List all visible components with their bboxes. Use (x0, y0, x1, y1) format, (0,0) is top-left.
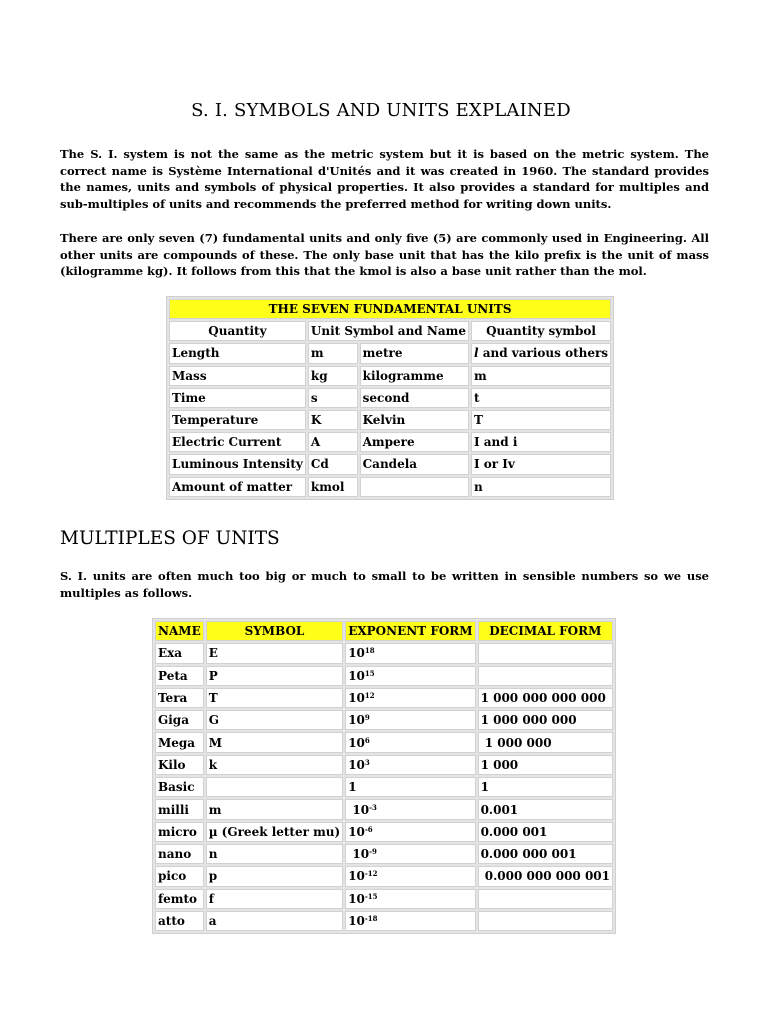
exponent-cell (345, 777, 475, 797)
column-header-name: NAME (155, 621, 204, 641)
prefix-symbol-cell: m (206, 799, 343, 819)
quantity-symbol-text: n (473, 479, 483, 494)
column-header-quantity: Quantity (169, 321, 306, 341)
exponent-cell (345, 643, 475, 663)
exponent-power: 6 (364, 735, 370, 745)
fundamental-units-table (166, 296, 614, 500)
quantity-symbol-cell (471, 343, 611, 363)
exponent-cell (345, 866, 475, 886)
unit-symbol-cell: s (308, 388, 358, 408)
decimal-form-cell: 1 000 (478, 755, 613, 775)
quantity-cell: Time (169, 388, 306, 408)
quantity-symbol-cell (471, 410, 611, 430)
quantity-symbol-text: I and i (473, 435, 518, 450)
exponent-power: 12 (364, 691, 375, 701)
table-row (155, 688, 613, 708)
table-row (155, 777, 613, 797)
quantity-symbol-italic: l (473, 346, 479, 361)
exponent-power: -15 (364, 891, 378, 901)
quantity-cell: Mass (169, 366, 306, 386)
quantity-symbol-cell (471, 388, 611, 408)
decimal-form-cell (478, 666, 613, 686)
exponent-power: -12 (364, 869, 378, 879)
exponent-cell (345, 911, 475, 931)
quantity-cell: Temperature (169, 410, 306, 430)
unit-symbol-cell: kg (308, 366, 358, 386)
unit-symbol-cell: Cd (308, 454, 358, 474)
exponent-base: 10 (348, 824, 365, 839)
prefix-name-cell: pico (155, 866, 204, 886)
prefix-symbol-cell (206, 777, 343, 797)
table-row (169, 432, 611, 452)
unit-name-cell: Kelvin (360, 410, 469, 430)
decimal-form-cell: 1 (478, 777, 613, 797)
exponent-cell (345, 666, 475, 686)
exponent-power: -6 (364, 824, 373, 834)
table-row (169, 454, 611, 474)
prefix-symbol-cell: µ (Greek letter mu) (206, 822, 343, 842)
prefix-symbol-cell: G (206, 710, 343, 730)
column-header-quantity-symbol: Quantity symbol (471, 321, 611, 341)
multiples-paragraph: S. I. units are often much too big or much to small to be written in sensible numbers so we use multiples as follows. (60, 569, 709, 600)
intro-paragraph: The S. I. system is not the same as the metric system but it is based on the metric system. The correct name is Système International d'Unités and it was created in 1960. The standard provides the names, units and symbols of physical properties. It also provides a standard for multiples and sub-multiples of units and recommends the preferred method for writing down units. (60, 147, 709, 212)
exponent-base: 10 (348, 691, 365, 706)
fundamental-table-caption: THE SEVEN FUNDAMENTAL UNITS (169, 299, 611, 319)
table-row (155, 889, 613, 909)
quantity-symbol-cell (471, 454, 611, 474)
exponent-cell (345, 710, 475, 730)
prefix-name-cell: Peta (155, 666, 204, 686)
exponent-cell (345, 844, 475, 864)
prefix-name-cell: Tera (155, 688, 204, 708)
column-header-unit: Unit Symbol and Name (308, 321, 469, 341)
prefix-symbol-cell: a (206, 911, 343, 931)
multiples-heading: MULTIPLES OF UNITS (60, 528, 280, 549)
quantity-symbol-text: t (473, 390, 480, 405)
exponent-power: -3 (369, 802, 377, 812)
prefix-symbol-cell: n (206, 844, 343, 864)
unit-symbol-cell: kmol (308, 477, 358, 497)
quantity-symbol-cell (471, 366, 611, 386)
prefix-symbol-cell: P (206, 666, 343, 686)
decimal-form-cell: 0.000 000 001 (478, 844, 613, 864)
exponent-base: 10 (348, 869, 365, 884)
exponent-cell (345, 822, 475, 842)
prefix-symbol-cell: M (206, 732, 343, 752)
exponent-base: 10 (348, 802, 370, 817)
exponent-power: -18 (364, 914, 378, 923)
prefix-name-cell: Giga (155, 710, 204, 730)
prefix-symbol-cell: p (206, 866, 343, 886)
unit-name-cell: Ampere (360, 432, 469, 452)
decimal-form-cell: 0.000 001 (478, 822, 613, 842)
exponent-power: 3 (364, 757, 370, 767)
unit-name-cell (360, 477, 469, 497)
quantity-cell: Electric Current (169, 432, 306, 452)
prefix-name-cell: micro (155, 822, 204, 842)
prefix-symbol-cell: E (206, 643, 343, 663)
quantity-symbol-cell (471, 432, 611, 452)
table-row (169, 388, 611, 408)
column-header-decimal: DECIMAL FORM (478, 621, 613, 641)
exponent-power: 9 (364, 713, 370, 723)
table-row (155, 643, 613, 663)
exponent-cell (345, 889, 475, 909)
table-row (169, 366, 611, 386)
decimal-form-cell: 0.001 (478, 799, 613, 819)
fundamental-units-paragraph: There are only seven (7) fundamental units and only five (5) are commonly used in Engineering. All other units are compounds of these. The only base unit that has the kilo prefix is the unit of mass (kilogramme kg). It follows from this that the kmol is also a base unit rather than the mol. (60, 231, 709, 279)
decimal-form-cell (478, 643, 613, 663)
exponent-power: 15 (364, 668, 375, 678)
exponent-cell (345, 688, 475, 708)
table-row (155, 666, 613, 686)
prefix-name-cell: milli (155, 799, 204, 819)
exponent-power: -9 (369, 847, 377, 857)
exponent-base: 10 (348, 847, 370, 862)
quantity-symbol-cell (471, 477, 611, 497)
unit-symbol-cell: A (308, 432, 358, 452)
decimal-form-cell: 1 000 000 (478, 732, 613, 752)
unit-name-cell: Candela (360, 454, 469, 474)
exponent-base: 10 (348, 646, 365, 661)
quantity-symbol-text: and various others (478, 346, 609, 361)
multiples-table (152, 618, 616, 934)
table-row (155, 732, 613, 752)
table-row (155, 844, 613, 864)
prefix-name-cell: Kilo (155, 755, 204, 775)
quantity-symbol-text: m (473, 368, 487, 383)
unit-name-cell: kilogramme (360, 366, 469, 386)
exponent-cell (345, 755, 475, 775)
exponent-base: 1 (348, 780, 357, 795)
quantity-cell: Length (169, 343, 306, 363)
exponent-base: 10 (348, 713, 365, 728)
table-row (169, 410, 611, 430)
exponent-base: 10 (348, 757, 365, 772)
table-row (169, 343, 611, 363)
table-row (169, 477, 611, 497)
exponent-base: 10 (348, 735, 365, 750)
exponent-base: 10 (348, 914, 365, 928)
quantity-cell: Amount of matter (169, 477, 306, 497)
prefix-symbol-cell: k (206, 755, 343, 775)
prefix-name-cell: nano (155, 844, 204, 864)
prefix-symbol-cell: T (206, 688, 343, 708)
prefix-name-cell: atto (155, 911, 204, 931)
table-row (155, 911, 613, 931)
decimal-form-cell (478, 889, 613, 909)
exponent-cell (345, 799, 475, 819)
exponent-base: 10 (348, 891, 365, 906)
column-header-symbol: SYMBOL (206, 621, 343, 641)
exponent-cell (345, 732, 475, 752)
decimal-form-cell (478, 911, 613, 931)
prefix-name-cell: Mega (155, 732, 204, 752)
quantity-cell: Luminous Intensity (169, 454, 306, 474)
exponent-power: 18 (364, 646, 375, 656)
table-row (155, 822, 613, 842)
decimal-form-cell: 1 000 000 000 000 (478, 688, 613, 708)
decimal-form-cell: 0.000 000 000 001 (478, 866, 613, 886)
quantity-symbol-text: I or Iv (473, 457, 515, 472)
table-row (155, 755, 613, 775)
page-title: S. I. SYMBOLS AND UNITS EXPLAINED (191, 100, 571, 122)
table-row (155, 799, 613, 819)
prefix-name-cell: Exa (155, 643, 204, 663)
exponent-base: 10 (348, 668, 365, 683)
decimal-form-cell: 1 000 000 000 (478, 710, 613, 730)
unit-name-cell: metre (360, 343, 469, 363)
prefix-name-cell: femto (155, 889, 204, 909)
prefix-symbol-cell: f (206, 889, 343, 909)
unit-name-cell: second (360, 388, 469, 408)
table-row (155, 866, 613, 886)
unit-symbol-cell: m (308, 343, 358, 363)
quantity-symbol-text: T (473, 413, 483, 428)
column-header-exponent: EXPONENT FORM (345, 621, 475, 641)
table-row (155, 710, 613, 730)
unit-symbol-cell: K (308, 410, 358, 430)
prefix-name-cell: Basic (155, 777, 204, 797)
